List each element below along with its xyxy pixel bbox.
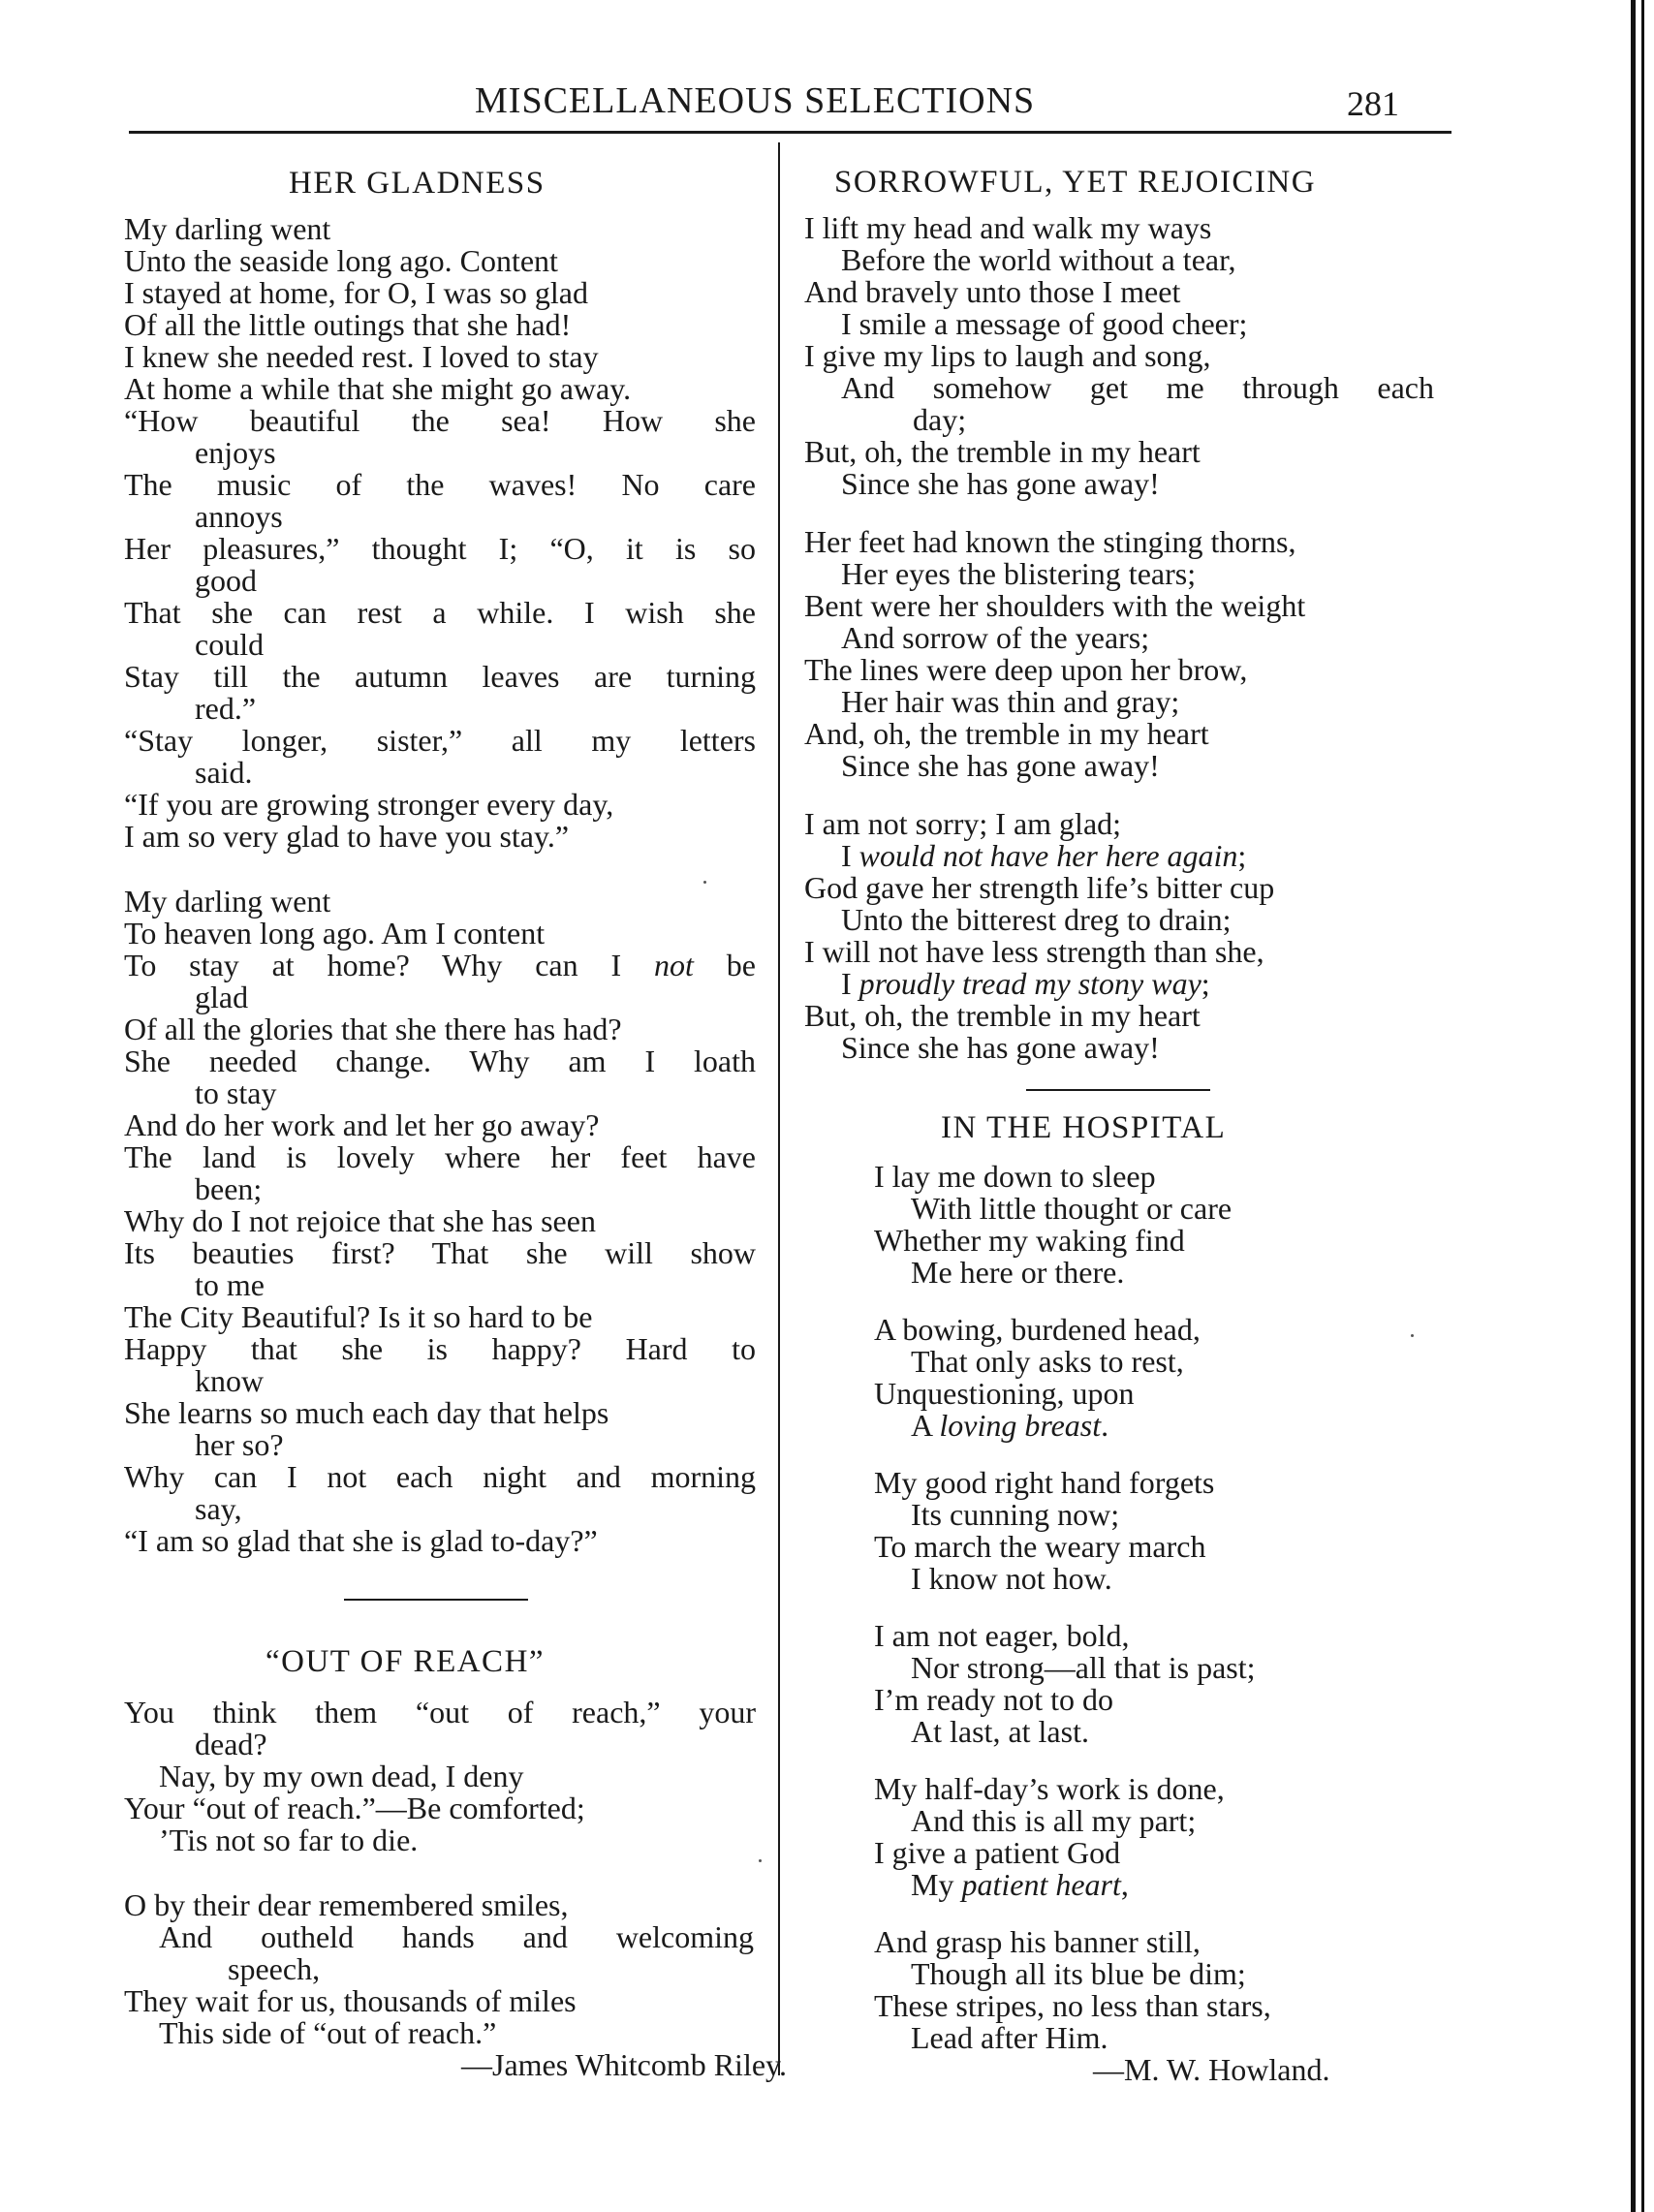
poem-line: My patient heart, <box>911 1867 1129 1902</box>
poem-line: glad <box>195 980 249 1014</box>
poem-line: dead? <box>195 1727 267 1761</box>
poem-line: Nay, by my own dead, I deny <box>159 1759 524 1793</box>
poem-line: “I am so glad that she is glad to-day?” <box>124 1523 598 1558</box>
page-number: 281 <box>1347 84 1399 123</box>
poem-line: The land is lovely where her feet have <box>124 1139 756 1174</box>
poem-line: Her hair was thin and gray; <box>841 684 1180 719</box>
poem-line: I know not how. <box>911 1561 1112 1596</box>
poem-line: Unquestioning, upon <box>874 1376 1135 1411</box>
poem-line: Her pleasures,” thought I; “O, it is so <box>124 531 756 566</box>
poem-line: But, oh, the tremble in my heart <box>804 434 1201 469</box>
poem-line: That only asks to rest, <box>911 1344 1184 1379</box>
section-divider <box>1026 1089 1210 1091</box>
poem-line: God gave her strength life’s bitter cup <box>804 870 1275 905</box>
poem-line: Before the world without a tear, <box>841 242 1236 277</box>
column-divider <box>778 142 780 2075</box>
poem-line: And do her work and let her go away? <box>124 1107 600 1142</box>
poem-line: speech, <box>228 1951 321 1986</box>
poem-line: I will not have less strength than she, <box>804 934 1264 969</box>
poem-line: “How beautiful the sea! How she <box>124 403 756 438</box>
poem-line: Since she has gone away! <box>841 748 1160 783</box>
poem-line: Lead after Him. <box>911 2020 1108 2055</box>
poem-line: her so? <box>195 1427 284 1462</box>
poem-line: —James Whitcomb Riley. <box>461 2047 787 2082</box>
poem-line: Your “out of reach.”—Be comforted; <box>124 1791 585 1825</box>
poem-line: I knew she needed rest. I loved to stay <box>124 339 599 374</box>
poem-line: I lay me down to sleep <box>874 1159 1156 1194</box>
poem-line: And grasp his banner still, <box>874 1924 1201 1959</box>
poem-title-her-gladness: HER GLADNESS <box>289 166 546 201</box>
poem-line: And this is all my part; <box>911 1803 1197 1838</box>
poem-line: To march the weary march <box>874 1529 1206 1564</box>
poem-line: And sorrow of the years; <box>841 620 1150 655</box>
page-edge-bar <box>1641 0 1644 2212</box>
poem-line: Since she has gone away! <box>841 466 1160 501</box>
poem-line: Of all the glories that she there has had? <box>124 1012 622 1046</box>
poem-line: Bent were her shoulders with the weight <box>804 588 1306 623</box>
poem-line: She learns so much each day that helps <box>124 1395 609 1430</box>
poem-line: The City Beautiful? Is it so hard to be <box>124 1299 593 1334</box>
poem-title-sorrowful: SORROWFUL, YET REJOICING <box>834 165 1317 200</box>
poem-line: To stay at home? Why can I not be <box>124 948 757 982</box>
poem-line: A bowing, burdened head, <box>874 1312 1201 1347</box>
poem-line: to me <box>195 1267 265 1302</box>
poem-line: say, <box>195 1491 242 1526</box>
poem-line: to stay <box>195 1075 277 1110</box>
poem-line: You think them “out of reach,” your <box>124 1695 756 1729</box>
poem-line: day; <box>913 402 967 437</box>
poem-line: At home a while that she might go away. <box>124 371 632 406</box>
poem-line: She needed change. Why am I loath <box>124 1044 756 1078</box>
poem-line: Its beauties first? That she will show <box>124 1235 756 1270</box>
poem-line: They wait for us, thousands of miles <box>124 1983 577 2018</box>
poem-line: “Stay longer, sister,” all my letters <box>124 723 756 758</box>
poem-line: —M. W. Howland. <box>1093 2052 1330 2087</box>
poem-line: Though all its blue be dim; <box>911 1956 1246 1991</box>
poem-line: “If you are growing stronger every day, <box>124 787 614 822</box>
poem-line: Why do I not rejoice that she has seen <box>124 1203 596 1238</box>
poem-line: And somehow get me through each <box>841 370 1434 405</box>
header-rule <box>129 131 1451 134</box>
poem-line: To heaven long ago. Am I content <box>124 916 546 950</box>
poem-line: ’Tis not so far to die. <box>159 1823 419 1857</box>
poem-line: O by their dear remembered smiles, <box>124 1887 569 1922</box>
poem-line: These stripes, no less than stars, <box>874 1988 1271 2023</box>
poem-line: Since she has gone away! <box>841 1030 1160 1065</box>
print-speck <box>703 881 706 884</box>
poem-line: I am so very glad to have you stay.” <box>124 819 570 854</box>
poem-line: My half-day’s work is done, <box>874 1771 1225 1806</box>
running-title: MISCELLANEOUS SELECTIONS <box>475 80 1036 121</box>
poem-line: Whether my waking find <box>874 1223 1185 1258</box>
page-edge-bar <box>1631 0 1636 2212</box>
poem-line: said. <box>195 755 253 790</box>
poem-line: Unto the bitterest dreg to drain; <box>841 902 1232 937</box>
poem-line: I am not eager, bold, <box>874 1618 1130 1653</box>
poem-line: And outheld hands and welcoming <box>159 1919 754 1954</box>
poem-line: red.” <box>195 691 257 726</box>
poem-title-in-the-hospital: IN THE HOSPITAL <box>941 1110 1227 1145</box>
poem-line: Happy that she is happy? Hard to <box>124 1331 756 1366</box>
poem-line: I lift my head and walk my ways <box>804 210 1212 245</box>
poem-line: good <box>195 563 257 598</box>
poem-line: I proudly tread my stony way; <box>841 966 1210 1001</box>
poem-line: annoys <box>195 499 283 534</box>
poem-line: Her eyes the blistering tears; <box>841 556 1197 591</box>
poem-line: I stayed at home, for O, I was so glad <box>124 275 588 310</box>
poem-line: been; <box>195 1171 263 1206</box>
poem-line: This side of “out of reach.” <box>159 2015 497 2050</box>
poem-line: That she can rest a while. I wish she <box>124 595 756 630</box>
poem-line: I am not sorry; I am glad; <box>804 806 1122 841</box>
poem-line: Stay till the autumn leaves are turning <box>124 659 756 694</box>
poem-line: I’m ready not to do <box>874 1682 1114 1717</box>
poem-line: Its cunning now; <box>911 1497 1120 1532</box>
poem-line: I would not have her here again; <box>841 838 1247 873</box>
poem-line: Unto the seaside long ago. Content <box>124 243 558 278</box>
poem-line: I smile a message of good cheer; <box>841 306 1248 341</box>
poem-line: The music of the waves! No care <box>124 467 756 502</box>
poem-line: With little thought or care <box>911 1191 1233 1226</box>
poem-line: My good right hand forgets <box>874 1465 1215 1500</box>
poem-line: My darling went <box>124 884 331 919</box>
poem-line: Me here or there. <box>911 1255 1125 1290</box>
print-speck <box>1411 1334 1414 1337</box>
poem-line: I give a patient God <box>874 1835 1121 1870</box>
poem-line: And, oh, the tremble in my heart <box>804 716 1209 751</box>
poem-line: know <box>195 1363 265 1398</box>
print-speck <box>759 1859 762 1862</box>
section-divider <box>344 1599 528 1601</box>
poem-line: Of all the little outings that she had! <box>124 307 572 342</box>
poem-line: My darling went <box>124 211 331 246</box>
poem-line: The lines were deep upon her brow, <box>804 652 1248 687</box>
poem-line: Her feet had known the stinging thorns, <box>804 524 1296 559</box>
poem-line: A loving breast. <box>911 1408 1109 1443</box>
poem-line: Why can I not each night and morning <box>124 1459 756 1494</box>
poem-line: Nor strong—all that is past; <box>911 1650 1256 1685</box>
poem-title-out-of-reach: “OUT OF REACH” <box>265 1644 546 1679</box>
poem-line: I give my lips to laugh and song, <box>804 338 1211 373</box>
poem-line: And bravely unto those I meet <box>804 274 1181 309</box>
poem-line: enjoys <box>195 435 276 470</box>
poem-line: At last, at last. <box>911 1714 1089 1749</box>
poem-line: could <box>195 627 265 662</box>
poem-line: But, oh, the tremble in my heart <box>804 998 1201 1033</box>
